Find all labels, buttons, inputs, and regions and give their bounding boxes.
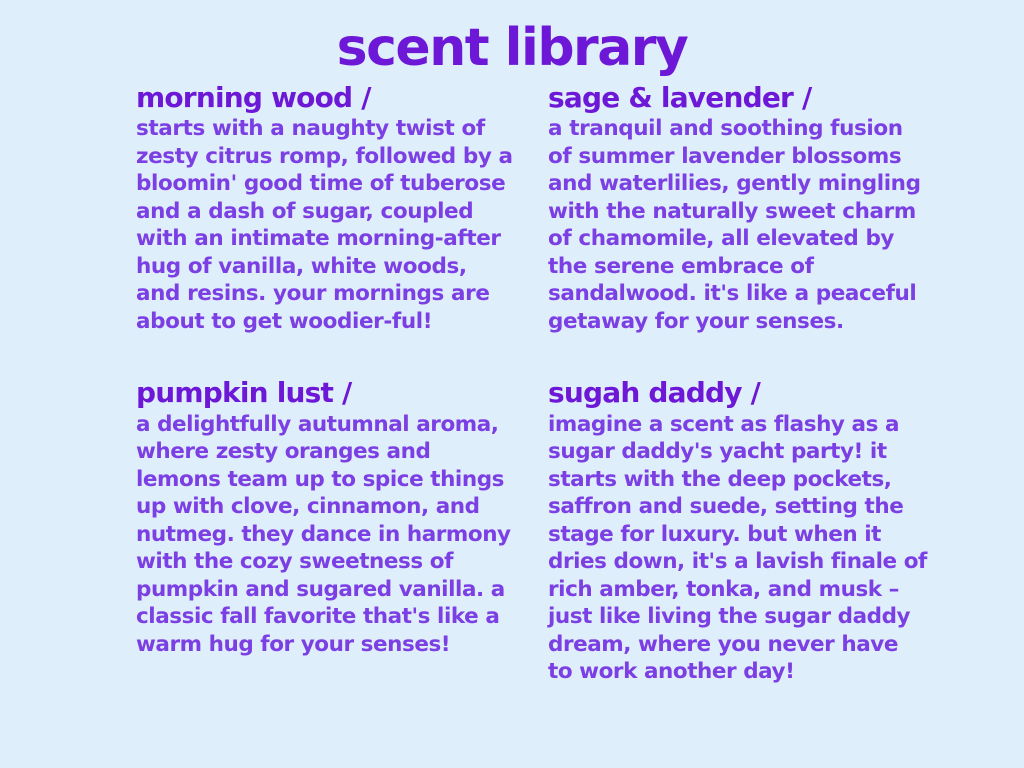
page-title: scent library bbox=[336, 18, 688, 78]
scent-entry-sage-and-lavender bbox=[548, 82, 928, 335]
scent-name: morning wood / bbox=[136, 81, 371, 114]
scent-entry-morning-wood bbox=[136, 82, 516, 335]
scent-name: pumpkin lust / bbox=[136, 376, 352, 410]
scent-description: a delightfully autumnal aroma, where zesty oranges and lemons team up to spice things up with clove, cinnamon, and nutmeg. they dance in harmony with the cozy sweetness of pumpkin and sugared vanilla. a classic fall favorite that's like a warm hug for your senses! bbox=[136, 411, 511, 657]
scent-description: imagine a scent as flashy as a sugar daddy's yacht party! it starts with the deep pockets, saffron and suede, setting the stage for luxury. but when it dries down, it's a lavish finale of rich amber, tonka, and musk – just like living the sugar daddy dream, where you never have to work another day! bbox=[548, 411, 927, 685]
scent-description: a tranquil and soothing fusion of summer lavender blossoms and waterlilies, gently mingling with the naturally sweet charm of chamomile, all elevated by the serene embrace of sandalwood. it's like a peaceful getaway for your senses. bbox=[548, 116, 921, 334]
scent-entry-pumpkin-lust bbox=[136, 377, 516, 686]
scent-description: starts with a naughty twist of zesty citrus romp, followed by a bloomin' good time of tuberose and a dash of sugar, coupled with an intimate morning-after hug of vanilla, white woods, and resins. your mornings are about to get woodier-ful! bbox=[136, 116, 513, 334]
scent-name: sugah daddy / bbox=[548, 376, 761, 410]
scent-name: sage & lavender / bbox=[548, 81, 812, 114]
scent-entries-grid bbox=[136, 82, 956, 686]
scent-entry-sugah-daddy bbox=[548, 377, 928, 686]
